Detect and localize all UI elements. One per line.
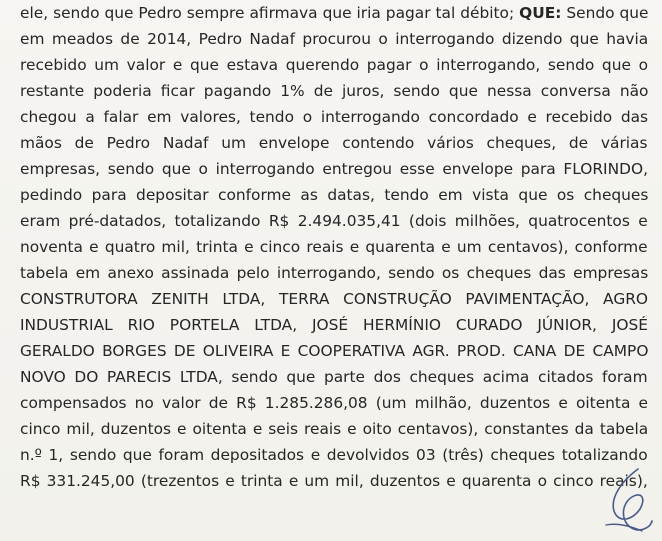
text-line-19: R$ 331.245,00 (trezentos e trinta e um mil, duzentos e quarenta o cinco reais),: [20, 472, 648, 490]
text-line-12: CONSTRUTORA ZENITH LTDA, TERRA CONSTRUÇÃO PAVIMENTAÇÃO, AGRO: [20, 290, 649, 308]
text-run: ele, sendo que Pedro sempre afirmava que iria pagar tal débito;: [20, 4, 520, 22]
text-line-6: mãos de Pedro Nadaf um envelope contendo vários cheques, de várias: [20, 134, 648, 152]
text-line-3: recebido um valor e que estava querendo pagar o interrogando, sendo que o: [20, 56, 648, 74]
text-line-15: NOVO DO PARECIS LTDA, sendo que parte dos cheques acima citados foram: [20, 368, 648, 386]
que-marker: QUE:: [519, 4, 562, 22]
text-line-4: restante poderia ficar pagando 1% de juros, sendo que nessa conversa não: [20, 82, 649, 100]
text-line-18: n.º 1, sendo que foram depositados e devolvidos 03 (três) cheques totalizando: [20, 446, 648, 464]
text-line-8: pedindo para depositar conforme as datas, tendo em vista que os cheques: [20, 186, 649, 204]
text-line-14: GERALDO BORGES DE OLIVEIRA E COOPERATIVA AGR. PROD. CANA DE CAMPO: [20, 342, 649, 360]
text-line-1: [20, 0, 648, 26]
text-run: Sendo que: [561, 4, 649, 22]
text-line-17: cinco mil, duzentos e oitenta e seis reais e oito centavos), constantes da tabela: [20, 420, 649, 438]
text-line-16: compensados no valor de R$ 1.285.286,08 (um milhão, duzentos e oitenta e: [20, 394, 649, 412]
text-line-7: empresas, sendo que o interrogando entregou esse envelope para FLORINDO,: [20, 160, 648, 178]
text-line-2: em meados de 2014, Pedro Nadaf procurou o interrogando dizendo que havia: [20, 30, 649, 48]
text-line-13: INDUSTRIAL RIO PORTELA LTDA, JOSÉ HERMÍNIO CURADO JÚNIOR, JOSÉ: [20, 316, 648, 334]
text-line-5: chegou a falar em valores, tendo o interrogando concordado e recebido das: [20, 108, 649, 126]
document-text: [20, 0, 648, 494]
text-line-11: tabela em anexo assinada pelo interrogando, sendo os cheques das empresas: [20, 264, 649, 282]
text-line-10: noventa e quatro mil, trinta e cinco reais e quarenta e um centavos), conforme: [20, 238, 648, 256]
text-line-9: eram pré-datados, totalizando R$ 2.494.035,41 (dois milhões, quatrocentos e: [20, 212, 648, 230]
